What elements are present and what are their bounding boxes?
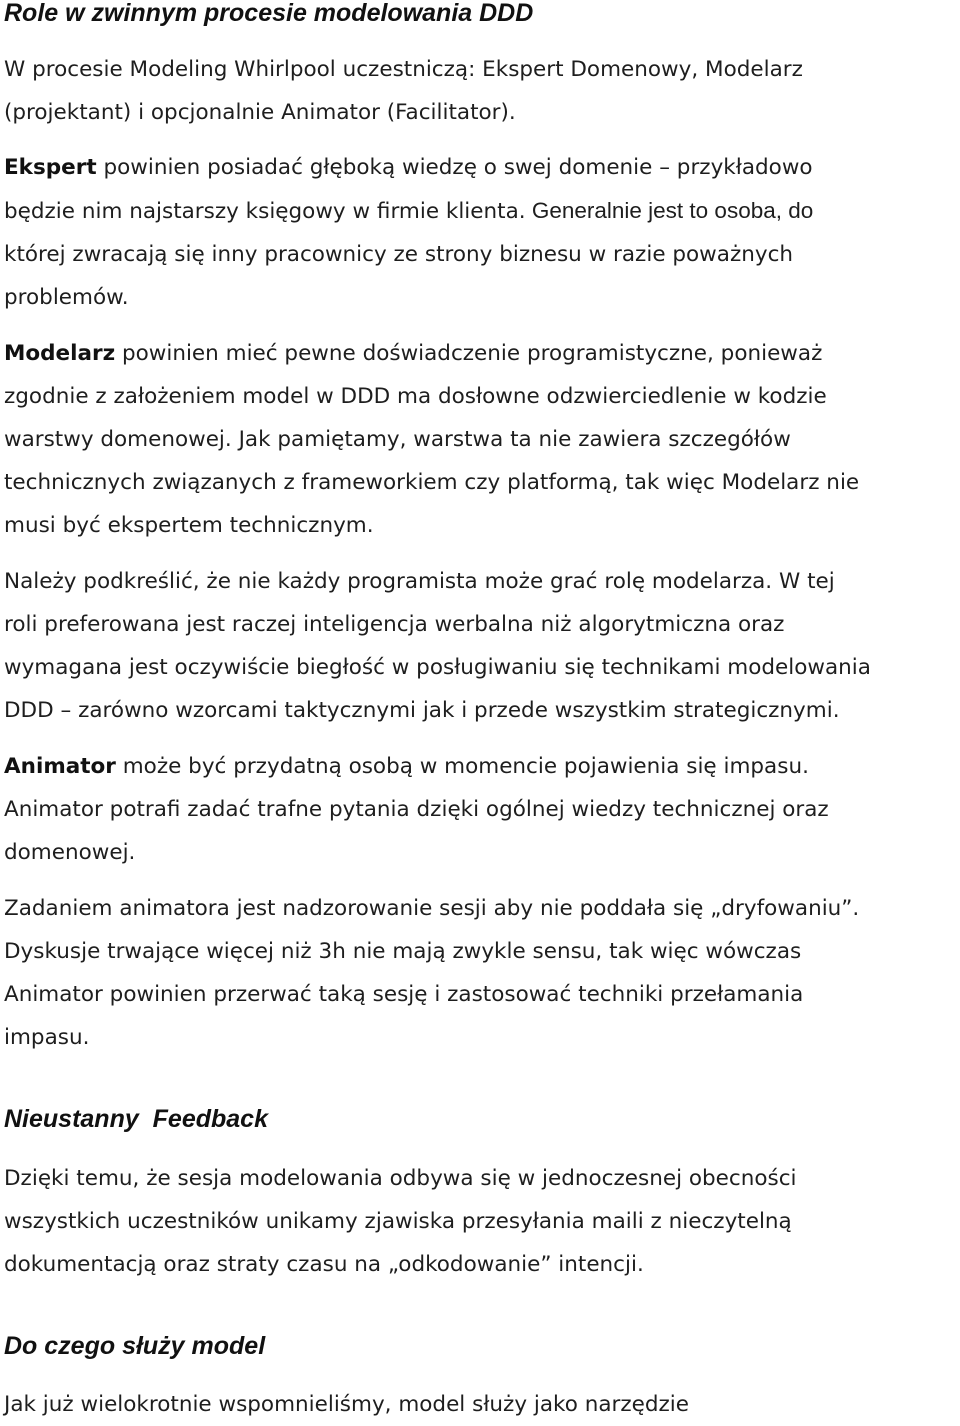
text-line: Należy podkreślić, że nie każdy programista może grać rolę modelarza. W tej — [4, 569, 835, 594]
text-line: warstwy domenowej. Jak pamiętamy, warstwa ta nie zawiera szczegółów — [4, 427, 791, 452]
text-line: zgodnie z założeniem model w DDD ma dosłowne odzwierciedlenie w kodzie — [4, 384, 827, 409]
paragraph-ekspert — [4, 146, 813, 319]
text-line: DDD – zarówno wzorcami taktycznymi jak i przede wszystkim strategicznymi. — [4, 698, 840, 723]
paragraph-animator-task — [4, 887, 859, 1059]
paragraph-model — [4, 1383, 689, 1426]
text-line: powinien posiadać głęboką wiedzę o swej domenie – przykładowo — [96, 155, 813, 180]
text-line: wszystkich uczestników unikamy zjawiska przesyłania maili z nieczytelną — [4, 1209, 792, 1234]
text-line: technicznych związanych z frameworkiem czy platformą, tak więc Modelarz nie — [4, 470, 860, 495]
text-line: Zadaniem animatora jest nadzorowanie sesji aby nie poddała się „dryfowaniu”. — [4, 896, 860, 921]
paragraph-modelarz-note — [4, 560, 871, 732]
text-line: domenowej. — [4, 840, 136, 865]
term-ekspert: Ekspert — [4, 155, 97, 180]
paragraph-modelarz — [4, 332, 859, 547]
paragraph-animator — [4, 745, 829, 874]
text-line: impasu. — [4, 1025, 90, 1050]
text-line: roli preferowana jest raczej inteligencja werbalna niż algorytmiczna oraz — [4, 612, 785, 637]
text-line: (projektant) i opcjonalnie Animator (Facilitator). — [4, 100, 516, 125]
text-line: dokumentacją oraz straty czasu na „odkodowanie” intencji. — [4, 1252, 644, 1277]
text-line: wymagana jest oczywiście biegłość w posługiwaniu się technikami modelowania — [4, 655, 871, 680]
text-line: Jak już wielokrotnie wspomnieliśmy, model służy jako narzędzie — [4, 1392, 690, 1417]
text-line: Dyskusje trwające więcej niż 3h nie mają zwykle sensu, tak więc wówczas — [4, 939, 802, 964]
text-line: problemów. — [4, 285, 129, 310]
term-modelarz: Modelarz — [4, 341, 116, 366]
section-heading-model: Do czego służy model — [4, 1332, 266, 1360]
text-line: W procesie Modeling Whirlpool uczestniczą: Ekspert Domenowy, Modelarz — [4, 57, 803, 82]
text-line: której zwracają się inny pracownicy ze strony biznesu w razie poważnych — [4, 242, 794, 267]
text-line-tail: Generalnie jest to osoba, do — [525, 198, 814, 223]
section-heading-roles: Role w zwinnym procesie modelowania DDD — [4, 0, 534, 27]
text-line: powinien mieć pewne doświadczenie programistyczne, ponieważ — [115, 341, 823, 366]
section-heading-feedback: Nieustanny Feedback — [4, 1105, 268, 1133]
text-line: Animator powinien przerwać taką sesję i zastosować techniki przełamania — [4, 982, 804, 1007]
term-animator: Animator — [4, 754, 116, 779]
paragraph-feedback — [4, 1157, 797, 1286]
text-line: może być przydatną osobą w momencie pojawienia się impasu. — [115, 754, 809, 779]
text-line: będzie nim najstarszy księgowy w firmie klienta. — [4, 199, 526, 224]
paragraph-intro — [4, 48, 803, 134]
text-line: Dzięki temu, że sesja modelowania odbywa się w jednoczesnej obecności — [4, 1166, 797, 1191]
text-line: musi być ekspertem technicznym. — [4, 513, 374, 538]
text-line: Animator potrafi zadać trafne pytania dzięki ogólnej wiedzy technicznej oraz — [4, 797, 829, 822]
